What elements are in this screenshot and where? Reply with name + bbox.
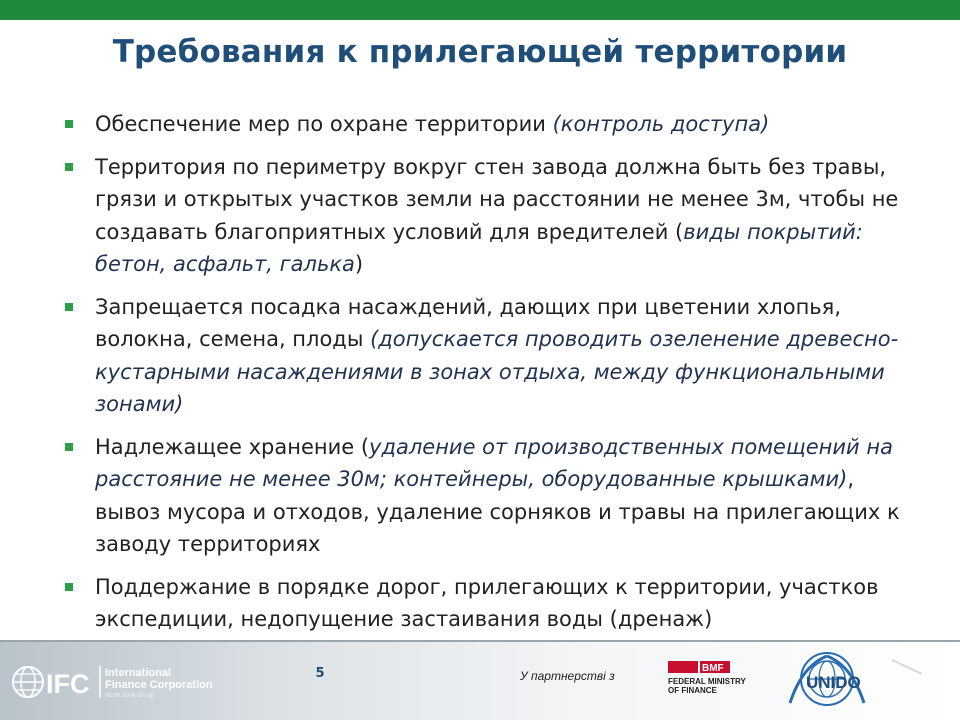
item-italic-note: (допускается проводить озеленение древесно-кустарными насаждениями в зонах отдыха, между функциональными зонами) bbox=[95, 327, 899, 416]
ifc-name-line1: International bbox=[105, 667, 172, 679]
bullet-square-icon bbox=[65, 583, 73, 591]
bmf-mark-text: BMF bbox=[702, 663, 724, 674]
item-text: Поддержание в порядке дорог, прилегающих к территории, участков экспедиции, недопущение застаивания воды (дренаж) bbox=[95, 574, 879, 631]
item-italic-note: удаление от производственных помещений на расстояние не менее 30м; контейнеры, оборудованные крышками) bbox=[95, 434, 893, 491]
item-italic-note: виды покрытий: бетон, асфальт, галька bbox=[95, 219, 863, 276]
footer-divider bbox=[0, 640, 960, 642]
item-italic-note: (контроль доступа) bbox=[552, 112, 770, 136]
ifc-mark-text: IFC bbox=[46, 669, 90, 699]
bullet-list bbox=[64, 108, 924, 646]
bullet-square-icon bbox=[65, 303, 73, 311]
slide-title: Требования к прилегающей территории bbox=[112, 34, 848, 70]
top-accent-bar bbox=[0, 0, 960, 20]
list-item bbox=[64, 151, 924, 281]
page-number: 5 bbox=[315, 666, 325, 681]
item-text: Запрещается посадка насаждений, дающих при цветении хлопья, волокна, семена, плоды bbox=[95, 294, 841, 351]
item-text-end: ) bbox=[354, 252, 364, 276]
unido-text: UNIDO bbox=[806, 673, 861, 692]
list-item bbox=[64, 571, 924, 636]
item-text: Обеспечение мер по охране территории bbox=[95, 112, 553, 136]
ifc-name-line2: Finance Corporation bbox=[105, 679, 213, 691]
bullet-square-icon bbox=[65, 163, 73, 171]
item-text-end: , вывоз мусора и отходов, удаление сорняков и травы на прилегающих к заводу территориях bbox=[95, 467, 900, 556]
item-text: Территория по периметру вокруг стен завода должна быть без травы, грязи и открытых участков земли на расстоянии не менее 3м, чтобы не создавать благоприятных условий для вредителей ( bbox=[95, 154, 899, 244]
list-item bbox=[64, 431, 924, 561]
globe-icon bbox=[13, 667, 43, 697]
ifc-sub-text: World Bank Group bbox=[105, 693, 155, 699]
unido-logo bbox=[772, 648, 922, 710]
bmf-line2: OF FINANCE bbox=[668, 686, 717, 695]
list-item bbox=[64, 291, 924, 421]
bullet-square-icon bbox=[65, 120, 73, 128]
bmf-logo bbox=[666, 658, 776, 698]
bullet-square-icon bbox=[65, 443, 73, 451]
partner-text: У партнерстві з bbox=[520, 669, 615, 683]
item-text: Надлежащее хранение ( bbox=[95, 434, 370, 459]
list-item bbox=[64, 108, 924, 141]
bmf-line1: FEDERAL MINISTRY bbox=[668, 677, 746, 686]
ifc-logo bbox=[10, 662, 220, 702]
